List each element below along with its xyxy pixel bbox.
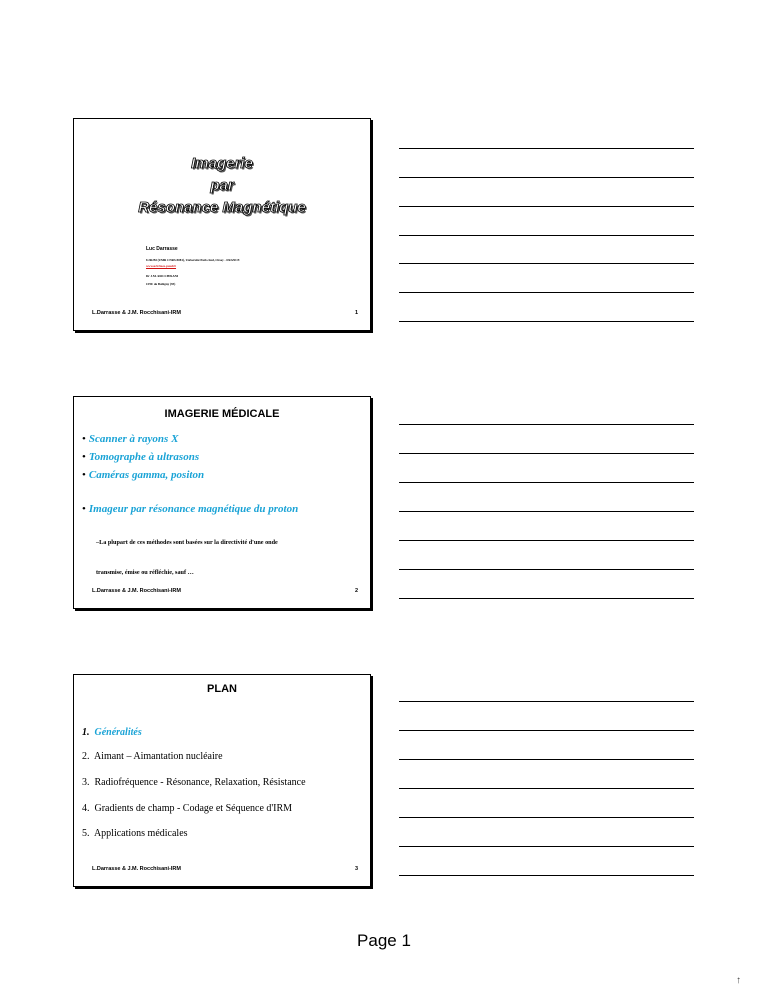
slide-number: 2 <box>354 588 358 594</box>
plan-item-3: 3. Radiofréquence - Résonance, Relaxation, Résistance <box>82 777 306 788</box>
note-line <box>399 453 694 454</box>
note-line <box>399 424 694 425</box>
note-line <box>399 482 694 483</box>
note-line <box>399 875 694 876</box>
note-line <box>399 817 694 818</box>
note-line <box>399 540 694 541</box>
slide-number: 1 <box>354 310 358 316</box>
note-line <box>399 321 694 322</box>
plan-item-1: 1. Généralités <box>82 727 142 738</box>
slide-3-title: PLAN <box>207 683 237 695</box>
arrow-up-icon[interactable]: ↑ <box>736 975 741 986</box>
page-label: Page 1 <box>357 931 411 950</box>
note-line <box>399 206 694 207</box>
plan-item-2: 2. Aimant – Aimantation nucléaire <box>82 751 223 762</box>
plan-item-5: 5. Applications médicales <box>82 828 188 839</box>
slide-2 <box>73 396 371 609</box>
plan-item-4: 4. Gradients de champ - Codage et Séquence d'IRM <box>82 803 293 814</box>
affiliation-link[interactable]: www.u2r2m.u-psud.fr <box>146 264 177 268</box>
note-line <box>399 759 694 760</box>
note-line <box>399 235 694 236</box>
note-line <box>399 511 694 512</box>
note-line <box>399 701 694 702</box>
author-name: Luc Darrasse <box>146 246 178 252</box>
title-line-1: Imagerie <box>191 155 253 172</box>
slide-1-title <box>74 153 370 219</box>
title-line-2: par <box>210 177 234 194</box>
note-line <box>399 788 694 789</box>
coauthor: Dr J.M. ROCCHISANI <box>146 274 179 278</box>
note-line <box>399 569 694 570</box>
note-line <box>399 730 694 731</box>
bullet-item: • Scanner à rayons X <box>82 433 179 445</box>
slide-number: 3 <box>354 866 358 872</box>
slide-1 <box>73 118 371 331</box>
bullet-item: • Caméras gamma, positon <box>82 469 205 481</box>
body-text-line-2: transmise, émise ou réfléchie, sauf … <box>96 569 194 576</box>
bullet-item: • Imageur par résonance magnétique du proton <box>82 503 299 515</box>
note-line <box>399 292 694 293</box>
title-line-3: Résonance Magnétique <box>138 199 306 216</box>
body-text-line-1: –La plupart de ces méthodes sont basées sur la directivité d'une onde <box>96 539 278 546</box>
note-line <box>399 846 694 847</box>
slide-footer-author: L.Darrasse & J.M. Rocchisani-IRM <box>92 866 181 872</box>
bullet-item: • Tomographe à ultrasons <box>82 451 200 463</box>
hospital: CHU de Bobigny (93) <box>146 282 176 286</box>
slide-footer-author: L.Darrasse & J.M. Rocchisani-IRM <box>92 588 181 594</box>
note-line <box>399 148 694 149</box>
affiliation: U2R2M (UMR CNRS 8081), Université Paris-Sud, Orsay - FRANCE <box>146 258 240 262</box>
slide-3 <box>73 674 371 887</box>
slide-2-title: IMAGERIE MÉDICALE <box>164 408 280 420</box>
note-line <box>399 177 694 178</box>
note-line <box>399 263 694 264</box>
slide-footer-author: L.Darrasse & J.M. Rocchisani-IRM <box>92 310 181 316</box>
note-line <box>399 598 694 599</box>
